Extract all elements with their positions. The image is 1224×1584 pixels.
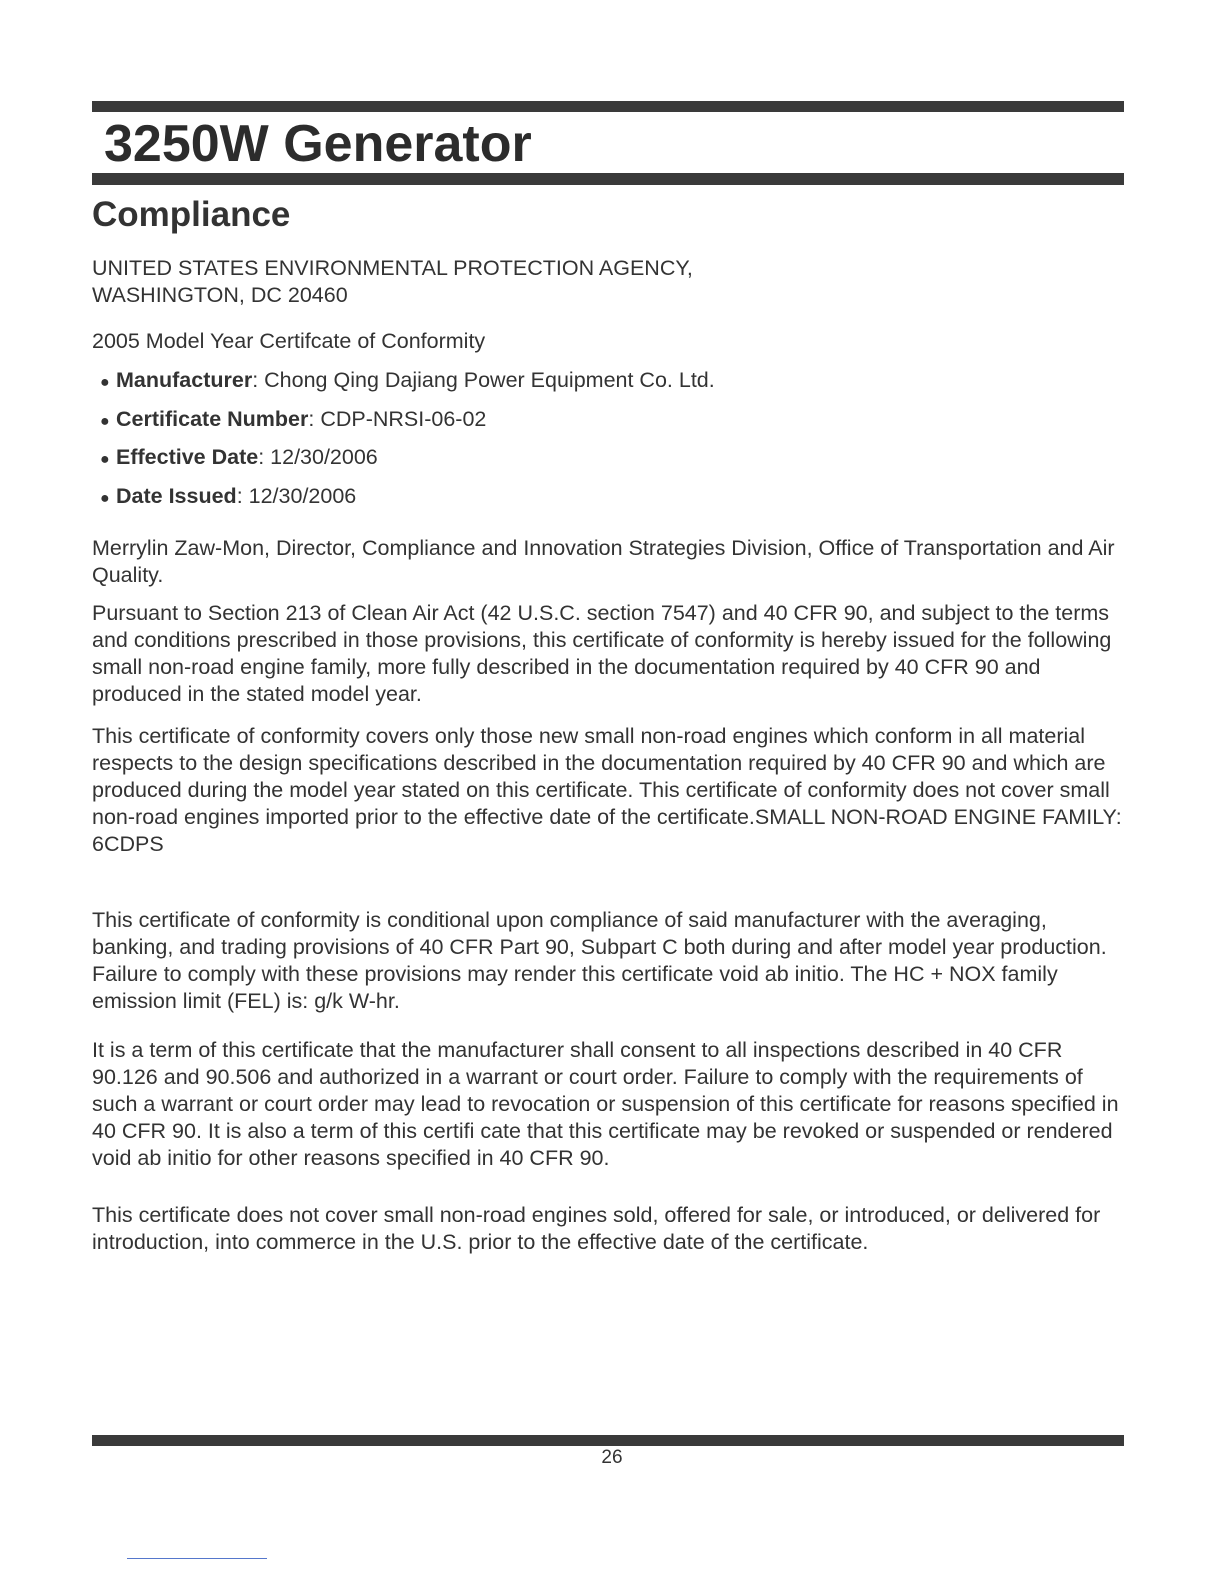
conditional-paragraph: This certificate of conformity is conditional upon compliance of said manufacturer with the averaging, banking, and trading provisions of 40 CFR Part 90, Subpart C both during and after model year production. Failure to comply with these provisions may render this certificate void ab initio. The HC + NOX family emission limit (FEL) is: g/k W-hr. [92, 908, 1107, 1013]
date-issued-label: Date Issued [116, 483, 237, 508]
certificate-details-list [100, 367, 1100, 521]
bullet-icon: ● [100, 412, 110, 430]
footer-link-underline [127, 1558, 267, 1559]
date-issued-value: 12/30/2006 [248, 483, 357, 508]
agency-city: WASHINGTON, DC 20460 [92, 283, 348, 307]
manufacturer-label: Manufacturer [116, 368, 253, 392]
list-item: ● Date Issued: 12/30/2006 [100, 483, 1100, 522]
certificate-number-value: CDP-NRSI-06-02 [320, 406, 487, 431]
bullet-icon: ● [100, 451, 110, 468]
footer-rule [92, 1435, 1124, 1446]
page-number: 26 [601, 1447, 623, 1468]
certificate-number-label: Certificate Number [116, 406, 309, 431]
exclusion-paragraph: This certificate does not cover small non-road engines sold, offered for sale, or introduced, or delivered for introduction, into commerce in the U.S. prior to the effective date of the certificate. [92, 1203, 1101, 1254]
section-heading: Compliance [92, 195, 291, 234]
list-item: ● Certificate Number: CDP-NRSI-06-02 [100, 406, 1100, 445]
agency-address [92, 255, 1132, 309]
manufacturer-value: Chong Qing Dajiang Power Equipment Co. Ltd. [264, 368, 715, 392]
pursuant-paragraph: Pursuant to Section 213 of Clean Air Act (42 U.S.C. section 7547) and 40 CFR 90, and subject to the terms and conditions prescribed in those provisions, this certificate of conformity is hereby issued for the following small non-road engine family, more fully described in the documentation required by 40 CFR 90 and produced in the stated model year. [92, 601, 1112, 706]
top-rule [92, 101, 1124, 112]
effective-date-label: Effective Date [116, 445, 259, 469]
certificate-title: 2005 Model Year Certifcate of Conformity [92, 329, 486, 353]
bullet-icon: ● [100, 374, 110, 391]
coverage-paragraph: This certificate of conformity covers only those new small non-road engines which conform in all material respects to the design specifications described in the documentation required by 40 CFR 90 and which are produced during the model year stated on this certificate. This certificate of conformity does not cover small non-road engines imported prior to the effective date of the certificate.SMALL NON-ROAD ENGINE FAMILY: 6CDPS [92, 724, 1122, 856]
title-underline-rule [92, 173, 1124, 185]
effective-date-value: 12/30/2006 [270, 445, 378, 469]
director-paragraph: Merrylin Zaw-Mon, Director, Compliance and Innovation Strategies Division, Office of Transportation and Air Quality. [92, 536, 1115, 587]
page-title: 3250W Generator [104, 115, 532, 173]
term-paragraph: It is a term of this certificate that the manufacturer shall consent to all inspections described in 40 CFR 90.126 and 90.506 and authorized in a warrant or court order. Failure to comply with the requirements of such a warrant or court order may lead to revocation or suspension of this certificate for reasons specified in 40 CFR 90. It is also a term of this certifi cate that this certificate may be revoked or suspended or rendered void ab initio for other reasons specified in 40 CFR 90. [92, 1038, 1119, 1170]
list-item: ● Effective Date: 12/30/2006 [100, 444, 1100, 483]
bullet-icon: ● [100, 489, 110, 507]
agency-name: UNITED STATES ENVIRONMENTAL PROTECTION AGENCY, [92, 256, 693, 280]
list-item: ● Manufacturer: Chong Qing Dajiang Power Equipment Co. Ltd. [100, 367, 1100, 406]
